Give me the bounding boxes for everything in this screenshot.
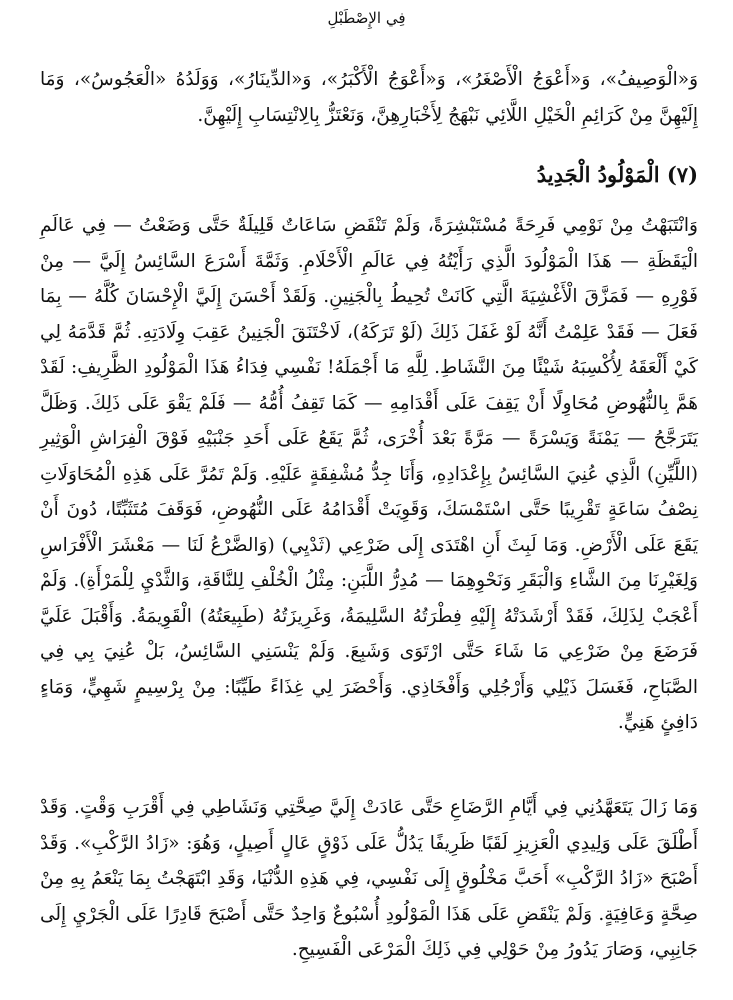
running-header: فِي الإِصْطَبْلِ [327, 9, 406, 27]
main-paragraph: وَانْتَبَهْتُ مِنْ نَوْمِي فَرِحَةً مُسْتَبْشِرَةً، وَلَمْ تَنْقَضِ سَاعَاتٌ قَلِيلَةٌ حَتَّى وَضَعْتُ — فِي عَالَمِ الْيَقَظَةِ — هَذَا الْمَوْلُودَ الَّذِي رَأَيْتُهُ فِي عَالَمِ الْأَحْلَامِ. وَثَمَّةَ أَسْرَعَ السَّائِسُ إِلَيَّ — مِنْ فَوْرِهِ — فَمَزَّقَ الْأَغْشِيَةَ الَّتِي كَانَتْ تُحِيطُ بِالْجَنِينِ. وَلَقَدْ أَحْسَنَ إِلَيَّ الْإِحْسَانَ كُلَّهُ — بِمَا فَعَلَ — فَقَدْ عَلِمْتُ أَنَّهُ لَوْ غَفَلَ ذَلِكَ (لَوْ تَرَكَهُ)، لَاخْتَنَقَ الْجَنِينُ عَقِبَ وِلَادَتِهِ. ثُمَّ قَدَّمَهُ لِي كَيْ أَلْعَقَهُ لِأُكْسِبَهُ شَيْئًا مِنَ النَّشَاطِ. لِلَّهِ مَا أَجْمَلَهُ! نَفْسِي فِدَاءُ هَذَا الْمَوْلُودِ الظَّرِيفِ: لَقَدْ هَمَّ بِالنُّهُوضِ مُحَاوِلًا أَنْ يَقِفَ عَلَى أَقْدَامِهِ — كَمَا تَقِفُ أُمُّهُ — فَلَمْ يَقْوَ عَلَى ذَلِكَ. وَظَلَّ يَتَرَجَّحُ — يَمْنَةً وَيَسْرَةً — مَرَّةً بَعْدَ أُخْرَى، ثُمَّ يَقَعُ عَلَى أَحَدِ جَنْبَيْهِ فَوْقَ الْفِرَاشِ الْوَثِيرِ (اللَّيِّنِ) الَّذِي عُنِيَ السَّائِسُ بِإِعْدَادِهِ، وَأَنَا جِدُّ مُشْفِقَةٍ عَلَيْهِ. وَلَمْ تَمُرَّ عَلَى هَذِهِ الْمُحَاوَلَاتِ نِصْفُ سَاعَةٍ تَقْرِيبًا حَتَّى اسْتَمْسَكَ، وَقَوِيَتْ أَقْدَامُهُ عَلَى النُّهُوضِ، فَوَقَفَ مُتَثَبِّتًا، دُونَ أَنْ يَقَعَ عَلَى الْأَرْضِ. وَمَا لَبِثَ أَنِ اهْتَدَى إِلَى ضَرْعِي (ثَدْيِي) (وَالضَّرْعُ لَنَا — مَعْشَرَ الْأَفْرَاسِ وَلِغَيْرِنَا مِنَ الشَّاءِ وَالْبَقَرِ وَنَحْوِهِمَا — مُدِرُّ اللَّبَنِ: مِثْلُ الْخُلْفِ لِلنَّاقَةِ، وَالثَّدْيِ لِلْمَرْأَةِ). وَلَمْ أَعْجَبْ لِذَلِكَ، فَقَدْ أَرْشَدَتْهُ إِلَيْهِ فِطْرَتُهُ السَّلِيمَةُ، وَغَرِيزَتُهُ (طَبِيعَتُهُ) الْقَوِيمَةُ. وَأَقْبَلَ عَلَيَّ فَرَضَعَ مِنْ ضَرْعِي مَا شَاءَ حَتَّى ارْتَوَى وَشَبِعَ. وَلَمْ يَنْسَنِي السَّائِسُ، بَلْ عُنِيَ بِي فِي الصَّبَاحِ، فَغَسَلَ ذَيْلِي وَأَرْجُلِي وَأَفْخَاذِي. وَأَحْضَرَ لِي غِذَاءً طَيِّبًا: مِنْ بِرْسِيمٍ شَهِيٍّ، وَمَاءٍ دَافِئٍ هَنِيٍّ. [40, 215, 698, 733]
opening-paragraph: وَ«الْوَصِيفُ»، وَ«أَعْوَجُ الْأَصْغَرُ»، وَ«أَعْوَجُ الْأَكْبَرُ»، وَ«الدِّينَارُ»، وَوَلَدُهُ «الْعَجُوسُ»، وَمَا إِلَيْهِنَّ مِنْ كَرَائِمِ الْخَيْلِ اللَّائِي نَبْهَجُ لِأَخْبَارِهِنَّ، وَنَعْتَزُّ بِالِانْتِسَابِ إِلَيْهِنَّ. [40, 69, 698, 126]
closing-paragraph: وَمَا زَالَ يَتَعَهَّدُنِي فِي أَيَّامِ الرَّضَاعِ حَتَّى عَادَتْ إِلَيَّ صِحَّتِي وَنَشَاطِي فِي أَقْرَبِ وَقْتٍ. وَقَدْ أَطْلَقَ عَلَى وَلِيدِي الْعَزِيزِ لَقَبًا ظَرِيفًا يَدُلُّ عَلَى ذَوْقٍ عَالٍ أَصِيلٍ، وَهُوَ: «زَادُ الرَّكْبِ». وَقَدْ أَصْبَحَ «زَادُ الرَّكْبِ» أَحَبَّ مَخْلُوقٍ إِلَى نَفْسِي، فِي هَذِهِ الدُّنْيَا، وَقَدِ ابْتَهَجْتُ بِمَا يَنْعَمُ بِهِ مِنْ صِحَّةٍ وَعَافِيَةٍ. وَلَمْ يَنْقَضِ عَلَى هَذَا الْمَوْلُودِ أُسْبُوعٌ وَاحِدٌ حَتَّى أَصْبَحَ قَادِرًا عَلَى الْجَرْيِ إِلَى جَانِبِي، وَصَارَ يَدُورُ مِنْ حَوْلِي فِي ذَلِكَ الْمَرْعَى الْفَسِيحِ. [40, 797, 698, 960]
chapter-title: (٧) الْمَوْلُودُ الْجَدِيدُ [536, 162, 698, 187]
